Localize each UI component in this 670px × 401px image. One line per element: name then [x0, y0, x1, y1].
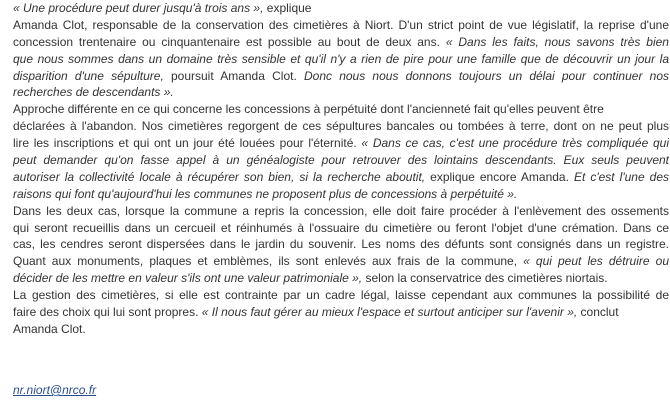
quote-text: recherches de descendants ». [13, 85, 174, 100]
body-text: Quant aux monuments, plaques et emblèmes, ils sont enlevés aux frais de la commune, [13, 254, 524, 269]
text-line [13, 34, 669, 51]
body-text: explique encore Amanda. [430, 169, 574, 184]
quote-text: peut demander qu'on fasse appel à un généalogiste pour retrouver des lointains descendants. Eux seuls peuvent [13, 153, 669, 168]
text-line [13, 220, 669, 237]
body-text: concession trentenaire ou cinquantenaire est possible au bout de deux ans. [13, 34, 446, 49]
body-text: Amanda Clot, responsable de la conservation des cimetières à Niort. D'un strict point de vue législatif, la reprise d'une [13, 17, 669, 32]
text-line [13, 118, 669, 135]
text-line [13, 152, 669, 169]
contact-block [13, 382, 96, 398]
quote-text: autoriser la collectivité locale à récupérer son bien, si la recherche aboutit, [13, 169, 431, 184]
body-text: faire des choix qui lui sont propres. [13, 305, 202, 320]
text-line [13, 17, 669, 34]
text-line [13, 101, 669, 118]
text-line [13, 236, 669, 253]
article-body [13, 0, 669, 338]
contact-email-link[interactable]: nr.niort@nrco.fr [13, 383, 97, 397]
body-text: poursuit Amanda Clot. [170, 68, 304, 83]
body-text: selon la conservatrice des cimetières niortais. [365, 271, 608, 286]
body-text: La gestion des cimetières, si elle est contrainte par un cadre légal, laisse cependant aux communes la possibilité de [13, 288, 669, 303]
body-text: explique [266, 1, 312, 15]
text-line [13, 186, 669, 203]
text-line [13, 253, 669, 270]
text-line [13, 51, 669, 68]
body-text: lire les inscriptions et qui ont un jour été louées pour l'éternité. [13, 136, 362, 151]
text-line [13, 270, 669, 287]
body-text: qui seront recueillis dans un cercueil et réinhumés à l'ossuaire du cimetière ou feront l'objet d'une crémation. Dans ce [13, 220, 669, 235]
text-line [13, 287, 669, 304]
body-text: conclut [580, 305, 619, 320]
text-line [13, 203, 669, 220]
quote-text: raisons qui font qu'aujourd'hui les communes ne proposent plus de concessions à perpétuité ». [13, 186, 518, 201]
text-line [13, 169, 669, 186]
text-line [13, 321, 669, 338]
text-line [13, 84, 669, 101]
quote-text: décider de les mettre en valeur s'ils ont une valeur patrimoniale », [13, 271, 366, 286]
quote-text: « Il nous faut gérer au mieux l'espace et surtout anticiper sur l'avenir », [201, 305, 581, 320]
body-text: Amanda Clot. [13, 321, 86, 336]
quote-text: Donc nous nous donnons toujours un délai pour continuer nos [303, 68, 669, 83]
quote-text: Et c'est l'une des [573, 169, 669, 184]
quote-text: « Dans les faits, nous savons très bien [445, 34, 669, 49]
text-line [13, 304, 669, 321]
text-line [13, 68, 669, 85]
quote-text: « Une procédure peut durer jusqu'à trois ans », [13, 1, 267, 15]
text-line [13, 0, 669, 17]
quote-text: « qui peut les détruire ou [523, 254, 669, 269]
body-text: Approche différente en ce qui concerne les concessions à perpétuité dont l'ancienneté fait qu'elles peuvent être [13, 102, 604, 117]
quote-text: « Dans ce cas, c'est une procédure très compliquée qui [361, 136, 669, 151]
text-line [13, 135, 669, 152]
quote-text: que nous sommes dans un domaine très sensible et qu'il n'y a rien de pire pour une famille que de découvrir un jour la [13, 51, 669, 66]
body-text: déclarées à l'abandon. Nos cimetières regorgent de ces sépultures bancales ou tombées à terre, dont on ne peut plus [13, 119, 669, 134]
quote-text: disparition d'une sépulture, [13, 68, 171, 83]
body-text: Dans les deux cas, lorsque la commune a repris la concession, elle doit faire procéder à l'enlèvement des ossements [13, 203, 669, 218]
body-text: cas, les cendres seront dispersées dans le jardin du souvenir. Les noms des défunts sont consignés dans un registre. [13, 237, 669, 252]
